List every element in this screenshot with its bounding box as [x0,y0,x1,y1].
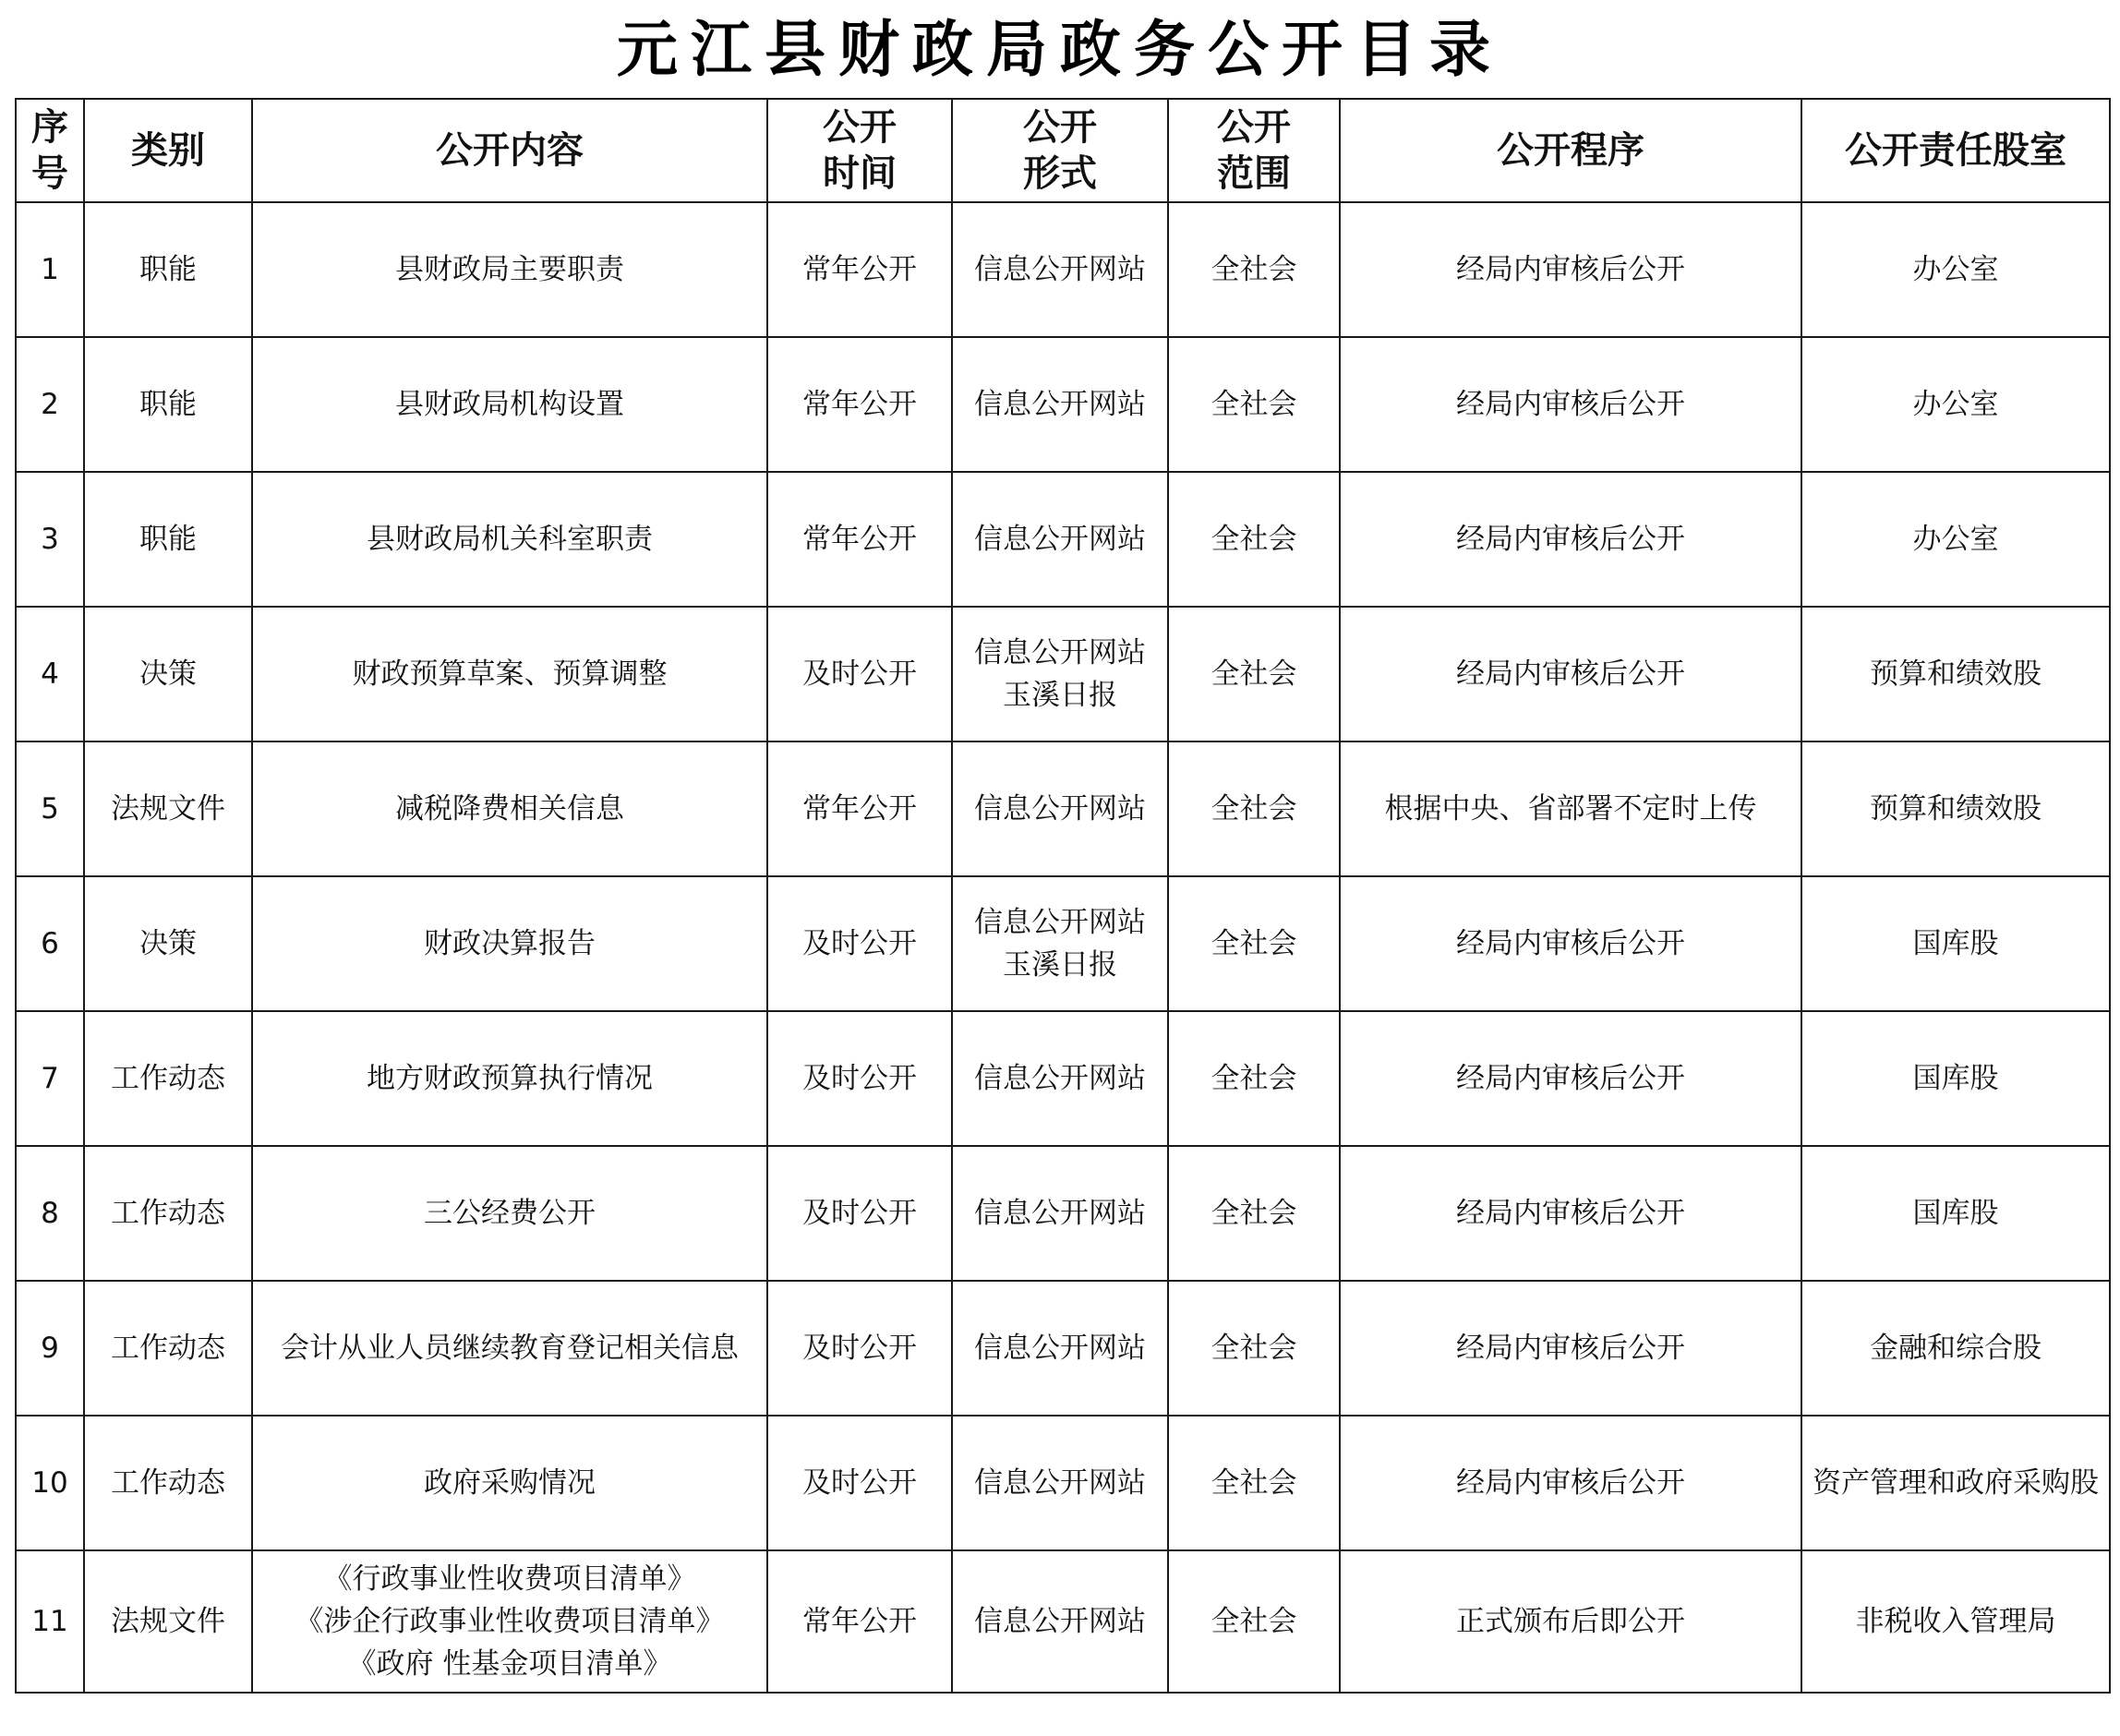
header-office [1801,99,2110,202]
cell-time: 常年公开 [767,1550,952,1693]
table-row [16,1550,2110,1693]
cell-seq: 5 [16,741,84,876]
cell-procedure: 经局内审核后公开 [1340,876,1801,1011]
table-row [16,1146,2110,1281]
cell-category: 职能 [84,337,252,472]
cell-category: 工作动态 [84,1146,252,1281]
cell-office: 金融和综合股 [1801,1281,2110,1416]
table-row [16,1011,2110,1146]
cell-seq: 4 [16,607,84,741]
cell-category: 工作动态 [84,1011,252,1146]
cell-procedure: 经局内审核后公开 [1340,472,1801,607]
cell-office: 国库股 [1801,876,2110,1011]
table-row [16,337,2110,472]
table-row [16,472,2110,607]
cell-seq: 6 [16,876,84,1011]
cell-form: 信息公开网站 玉溪日报 [952,876,1168,1011]
header-category [84,99,252,202]
cell-scope: 全社会 [1168,1281,1340,1416]
cell-form: 信息公开网站 [952,1011,1168,1146]
table-row [16,202,2110,337]
cell-procedure: 经局内审核后公开 [1340,1146,1801,1281]
table-row [16,1416,2110,1550]
cell-content: 减税降费相关信息 [252,741,767,876]
cell-scope: 全社会 [1168,1011,1340,1146]
cell-form: 信息公开网站 [952,202,1168,337]
cell-procedure: 经局内审核后公开 [1340,1011,1801,1146]
cell-time: 及时公开 [767,1011,952,1146]
header-content-label: 公开内容 [436,129,584,172]
table-row [16,1281,2110,1416]
cell-form: 信息公开网站 [952,1281,1168,1416]
cell-category: 职能 [84,202,252,337]
cell-seq: 8 [16,1146,84,1281]
cell-category: 工作动态 [84,1416,252,1550]
cell-office: 预算和绩效股 [1801,607,2110,741]
page-title: 元江县财政局政务公开目录 [617,13,1503,85]
directory-table [15,98,2111,1694]
header-seq [16,99,84,202]
cell-content: 县财政局机构设置 [252,337,767,472]
cell-procedure: 正式颁布后即公开 [1340,1550,1801,1693]
cell-procedure: 经局内审核后公开 [1340,202,1801,337]
cell-category: 决策 [84,607,252,741]
cell-procedure: 经局内审核后公开 [1340,1416,1801,1550]
cell-form: 信息公开网站 [952,741,1168,876]
cell-procedure: 根据中央、省部署不定时上传 [1340,741,1801,876]
cell-form: 信息公开网站 [952,337,1168,472]
cell-office: 国库股 [1801,1011,2110,1146]
cell-scope: 全社会 [1168,1146,1340,1281]
header-content [252,99,767,202]
cell-time: 及时公开 [767,1146,952,1281]
header-procedure [1340,99,1801,202]
cell-scope: 全社会 [1168,202,1340,337]
cell-office: 非税收入管理局 [1801,1550,2110,1693]
cell-scope: 全社会 [1168,741,1340,876]
cell-seq: 3 [16,472,84,607]
cell-seq: 9 [16,1281,84,1416]
table-row [16,876,2110,1011]
cell-scope: 全社会 [1168,1416,1340,1550]
table-row [16,741,2110,876]
cell-procedure: 经局内审核后公开 [1340,607,1801,741]
cell-content: 三公经费公开 [252,1146,767,1281]
cell-content: 《行政事业性收费项目清单》 《涉企行政事业性收费项目清单》 《政府 性基金项目清单》 [252,1550,767,1693]
cell-content: 县财政局机关科室职责 [252,472,767,607]
header-row [16,99,2110,202]
cell-form: 信息公开网站 [952,1416,1168,1550]
header-form-label: 公开 形式 [1023,106,1097,195]
cell-content: 财政决算报告 [252,876,767,1011]
cell-time: 常年公开 [767,741,952,876]
cell-scope: 全社会 [1168,1550,1340,1693]
cell-time: 常年公开 [767,202,952,337]
cell-scope: 全社会 [1168,472,1340,607]
header-scope-label: 公开 范围 [1217,106,1291,195]
cell-content: 财政预算草案、预算调整 [252,607,767,741]
table-row [16,607,2110,741]
cell-time: 及时公开 [767,1281,952,1416]
cell-seq: 10 [16,1416,84,1550]
cell-office: 预算和绩效股 [1801,741,2110,876]
cell-procedure: 经局内审核后公开 [1340,337,1801,472]
cell-procedure: 经局内审核后公开 [1340,1281,1801,1416]
cell-office: 办公室 [1801,337,2110,472]
cell-form: 信息公开网站 [952,1550,1168,1693]
header-time [767,99,952,202]
cell-seq: 2 [16,337,84,472]
header-scope [1168,99,1340,202]
cell-office: 办公室 [1801,472,2110,607]
cell-form: 信息公开网站 [952,1146,1168,1281]
cell-category: 工作动态 [84,1281,252,1416]
cell-office: 国库股 [1801,1146,2110,1281]
cell-form: 信息公开网站 [952,472,1168,607]
cell-category: 职能 [84,472,252,607]
cell-category: 法规文件 [84,741,252,876]
header-time-label: 公开 时间 [823,106,897,195]
cell-time: 常年公开 [767,472,952,607]
cell-seq: 7 [16,1011,84,1146]
cell-office: 资产管理和政府采购股 [1801,1416,2110,1550]
cell-seq: 1 [16,202,84,337]
cell-time: 及时公开 [767,876,952,1011]
header-form [952,99,1168,202]
cell-office: 办公室 [1801,202,2110,337]
cell-category: 法规文件 [84,1550,252,1693]
cell-scope: 全社会 [1168,607,1340,741]
cell-form: 信息公开网站 玉溪日报 [952,607,1168,741]
header-office-label: 公开责任股室 [1845,129,2066,172]
cell-content: 地方财政预算执行情况 [252,1011,767,1146]
cell-content: 政府采购情况 [252,1416,767,1550]
cell-content: 会计从业人员继续教育登记相关信息 [252,1281,767,1416]
cell-time: 及时公开 [767,1416,952,1550]
cell-scope: 全社会 [1168,337,1340,472]
cell-seq: 11 [16,1550,84,1693]
cell-category: 决策 [84,876,252,1011]
cell-scope: 全社会 [1168,876,1340,1011]
header-seq-label: 序 号 [31,106,68,195]
header-procedure-label: 公开程序 [1497,129,1644,172]
cell-time: 及时公开 [767,607,952,741]
cell-time: 常年公开 [767,337,952,472]
cell-content: 县财政局主要职责 [252,202,767,337]
header-category-label: 类别 [131,129,205,172]
